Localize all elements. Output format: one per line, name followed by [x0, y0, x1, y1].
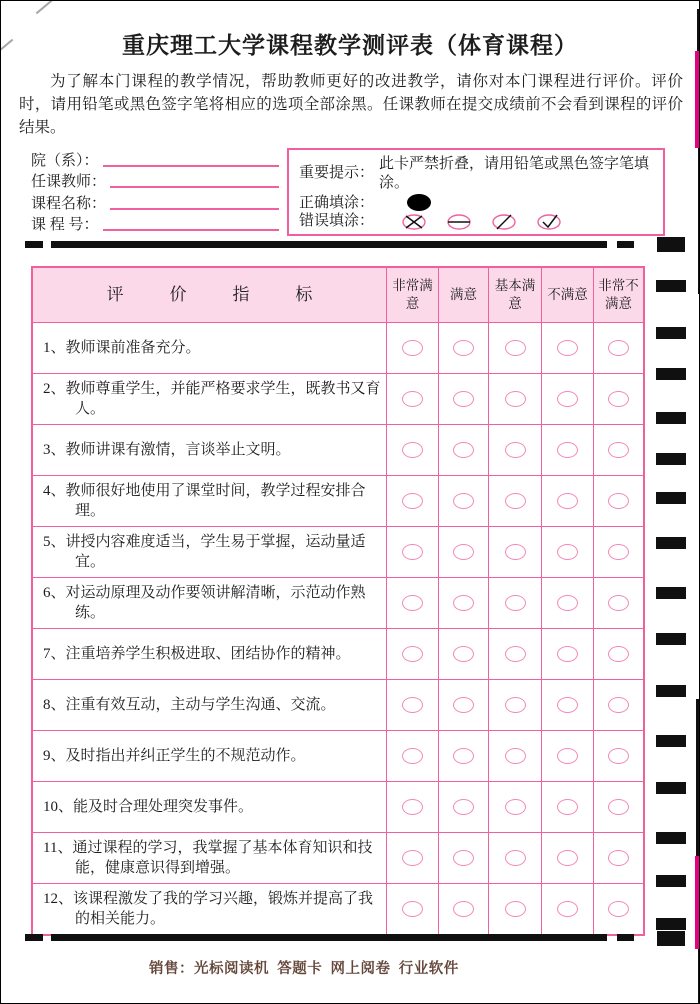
option-bubble[interactable] — [608, 391, 629, 407]
option-bubble[interactable] — [557, 493, 578, 509]
option-cell — [488, 629, 541, 679]
wrong-fill-dash-icon — [446, 213, 472, 231]
option-cell — [488, 884, 541, 934]
criteria-text: 6、对运动原理及动作要领讲解清晰，示范动作熟练。 — [43, 584, 366, 621]
wrong-fill-examples — [401, 213, 562, 231]
table-row — [33, 322, 643, 373]
option-bubble[interactable] — [453, 544, 474, 560]
option-bubble[interactable] — [453, 850, 474, 866]
criteria-text: 11、通过课程的学习，我掌握了基本体育知识和技能，健康意识得到增强。 — [43, 839, 373, 876]
table-header-row — [33, 268, 643, 322]
edge-line — [697, 9, 699, 51]
option-cell — [488, 374, 541, 424]
timing-mark — [656, 633, 686, 645]
option-cell — [541, 782, 593, 832]
table-row — [33, 679, 643, 730]
criteria-cell — [33, 782, 386, 832]
option-cell — [438, 323, 488, 373]
option-bubble[interactable] — [402, 442, 423, 458]
option-header: 满意 — [438, 268, 488, 322]
option-cell — [386, 476, 438, 526]
option-cell — [593, 680, 643, 730]
form-field-row — [31, 213, 283, 235]
intro-paragraph: 为了解本门课程的教学情况，帮助教师更好的改进教学，请你对本门课程进行评价。评价时，请用铅笔或黑色签字笔将相应的选项全部涂黑。任课教师在提交成绩前不会看到课程的评价结果。 — [19, 73, 683, 136]
timing-mark — [656, 412, 686, 424]
option-cell — [386, 782, 438, 832]
option-bubble[interactable] — [608, 493, 629, 509]
option-cell — [386, 884, 438, 934]
option-cell — [386, 374, 438, 424]
option-bubble[interactable] — [608, 799, 629, 815]
edge-stripe-magenta — [695, 51, 700, 148]
option-cell — [438, 425, 488, 475]
table-row — [33, 781, 643, 832]
criteria-text: 2、教师尊重学生，并能严格要求学生，既教书又育人。 — [43, 380, 381, 417]
option-cell — [541, 476, 593, 526]
timing-mark — [657, 237, 685, 252]
timing-mark — [656, 832, 686, 844]
evaluation-table — [31, 266, 645, 936]
option-cell — [386, 578, 438, 628]
table-row — [33, 526, 643, 577]
sync-bar-dash — [25, 934, 43, 941]
criteria-cell — [33, 578, 386, 628]
option-cell — [438, 833, 488, 883]
option-cell — [488, 782, 541, 832]
option-bubble[interactable] — [402, 493, 423, 509]
sync-bar-dash — [617, 934, 634, 941]
option-cell — [593, 782, 643, 832]
option-cell — [593, 578, 643, 628]
timing-mark — [656, 453, 686, 465]
option-cell — [541, 680, 593, 730]
sync-bar-long — [51, 241, 607, 248]
criteria-cell — [33, 527, 386, 577]
criteria-cell — [33, 476, 386, 526]
option-bubble[interactable] — [557, 544, 578, 560]
option-bubble[interactable] — [505, 595, 526, 611]
option-bubble[interactable] — [505, 493, 526, 509]
sync-bar-dash — [617, 241, 634, 248]
form-field-row — [31, 191, 283, 213]
option-bubble[interactable] — [505, 697, 526, 713]
criteria-header: 评 价 指 标 — [106, 284, 327, 304]
option-cell — [488, 527, 541, 577]
notice-box — [287, 148, 665, 236]
option-cell — [488, 425, 541, 475]
page-title: 重庆理工大学课程教学测评表（体育课程） — [122, 33, 578, 58]
option-bubble[interactable] — [453, 442, 474, 458]
correct-fill-label: 正确填涂： — [299, 194, 375, 211]
option-cell — [386, 731, 438, 781]
option-bubble[interactable] — [557, 646, 578, 662]
option-cell — [438, 731, 488, 781]
corner-crop-mark — [36, 0, 53, 14]
option-bubble[interactable] — [402, 901, 423, 917]
criteria-text: 1、教师课前准备充分。 — [43, 339, 201, 356]
option-bubble[interactable] — [453, 595, 474, 611]
option-cell — [438, 884, 488, 934]
option-bubble[interactable] — [402, 697, 423, 713]
criteria-text: 4、教师很好地使用了课堂时间，教学过程安排合理。 — [43, 482, 366, 519]
option-bubble[interactable] — [608, 646, 629, 662]
criteria-text: 10、能及时合理处理突发事件。 — [43, 798, 254, 815]
form-fields — [31, 148, 283, 234]
criteria-text: 3、教师讲课有激情，言谈举止文明。 — [43, 441, 291, 458]
option-bubble[interactable] — [453, 901, 474, 917]
option-cell — [386, 629, 438, 679]
criteria-cell — [33, 374, 386, 424]
form-field-row — [31, 170, 283, 192]
option-header: 非常不满意 — [593, 268, 643, 322]
option-bubble[interactable] — [608, 748, 629, 764]
timing-mark — [656, 782, 686, 794]
option-bubble[interactable] — [608, 544, 629, 560]
option-cell — [438, 629, 488, 679]
option-bubble[interactable] — [402, 799, 423, 815]
option-bubble[interactable] — [608, 901, 629, 917]
option-cell — [488, 476, 541, 526]
option-bubble[interactable] — [557, 391, 578, 407]
option-bubble[interactable] — [453, 340, 474, 356]
option-bubble[interactable] — [557, 442, 578, 458]
criteria-cell — [33, 833, 386, 883]
option-cell — [593, 323, 643, 373]
timing-mark — [656, 875, 686, 887]
criteria-text: 7、注重培养学生积极进取、团结协作的精神。 — [43, 645, 351, 662]
option-cell — [541, 884, 593, 934]
sync-bar-dash — [25, 241, 43, 248]
option-cell — [438, 680, 488, 730]
option-cell — [438, 374, 488, 424]
option-bubble[interactable] — [608, 697, 629, 713]
criteria-cell — [33, 884, 386, 934]
field-write-line[interactable] — [103, 165, 279, 167]
option-cell — [386, 527, 438, 577]
option-cell — [593, 374, 643, 424]
field-write-line[interactable] — [103, 229, 279, 231]
form-field-row — [31, 148, 283, 170]
option-header: 基本满意 — [488, 268, 541, 322]
option-cell — [541, 425, 593, 475]
table-row — [33, 883, 643, 934]
option-cell — [438, 476, 488, 526]
option-bubble[interactable] — [505, 748, 526, 764]
option-bubble[interactable] — [608, 442, 629, 458]
option-bubble[interactable] — [557, 340, 578, 356]
option-bubble[interactable] — [402, 340, 423, 356]
option-bubble[interactable] — [505, 850, 526, 866]
option-bubble[interactable] — [402, 646, 423, 662]
table-row — [33, 373, 643, 424]
option-cell — [386, 833, 438, 883]
option-bubble[interactable] — [557, 799, 578, 815]
option-bubble[interactable] — [402, 544, 423, 560]
option-bubble[interactable] — [505, 646, 526, 662]
option-cell — [541, 629, 593, 679]
option-bubble[interactable] — [402, 748, 423, 764]
timing-mark — [656, 368, 686, 380]
option-cell — [593, 527, 643, 577]
timing-mark — [656, 492, 686, 504]
option-bubble[interactable] — [402, 391, 423, 407]
option-bubble[interactable] — [453, 748, 474, 764]
notice-title-label: 重要提示： — [299, 165, 375, 182]
table-row — [33, 577, 643, 628]
timing-mark — [656, 327, 686, 339]
option-bubble[interactable] — [557, 595, 578, 611]
field-write-line[interactable] — [110, 208, 279, 210]
criteria-cell — [33, 323, 386, 373]
table-row — [33, 730, 643, 781]
wrong-fill-check-icon — [536, 213, 562, 231]
option-cell — [541, 323, 593, 373]
timing-mark — [656, 587, 686, 599]
option-bubble[interactable] — [505, 442, 526, 458]
option-bubble[interactable] — [557, 901, 578, 917]
option-bubble[interactable] — [402, 595, 423, 611]
option-bubble[interactable] — [505, 391, 526, 407]
table-row — [33, 832, 643, 883]
option-cell — [541, 374, 593, 424]
option-cell — [488, 680, 541, 730]
timing-mark — [656, 735, 686, 747]
option-header: 不满意 — [541, 268, 593, 322]
notice-text: 此卡严禁折叠，请用铅笔或黑色签字笔填涂。 — [379, 156, 650, 191]
option-cell — [593, 425, 643, 475]
option-bubble[interactable] — [505, 340, 526, 356]
option-cell — [438, 782, 488, 832]
criteria-cell — [33, 629, 386, 679]
option-cell — [593, 731, 643, 781]
table-row — [33, 475, 643, 526]
option-bubble[interactable] — [557, 697, 578, 713]
option-bubble[interactable] — [505, 544, 526, 560]
edge-stripe-magenta — [695, 856, 700, 949]
option-bubble[interactable] — [453, 493, 474, 509]
timing-mark — [657, 931, 685, 946]
option-cell — [541, 527, 593, 577]
option-bubble[interactable] — [453, 799, 474, 815]
option-cell — [541, 833, 593, 883]
field-label: 院（系）： — [31, 152, 99, 169]
edge-line — [696, 699, 700, 856]
option-cell — [386, 323, 438, 373]
option-bubble[interactable] — [505, 799, 526, 815]
timing-mark — [656, 280, 686, 292]
option-cell — [386, 425, 438, 475]
option-cell — [541, 578, 593, 628]
option-cell — [593, 884, 643, 934]
field-write-line[interactable] — [110, 186, 279, 188]
option-cell — [488, 731, 541, 781]
field-label: 课程名称： — [31, 195, 107, 212]
wrong-fill-label: 错误填涂： — [299, 213, 375, 230]
criteria-cell — [33, 425, 386, 475]
option-bubble[interactable] — [608, 340, 629, 356]
option-cell — [593, 476, 643, 526]
option-bubble[interactable] — [453, 697, 474, 713]
field-label: 任课教师： — [31, 174, 107, 190]
timing-mark — [656, 537, 686, 549]
timing-mark — [656, 918, 686, 930]
table-row — [33, 424, 643, 475]
option-cell — [386, 680, 438, 730]
option-cell — [593, 629, 643, 679]
wrong-fill-slash-icon — [491, 213, 517, 231]
table-row — [33, 628, 643, 679]
option-bubble[interactable] — [608, 850, 629, 866]
option-bubble[interactable] — [453, 391, 474, 407]
option-bubble[interactable] — [402, 850, 423, 866]
option-header: 非常满意 — [386, 268, 438, 322]
criteria-cell — [33, 731, 386, 781]
option-bubble[interactable] — [608, 595, 629, 611]
option-cell — [438, 527, 488, 577]
option-bubble[interactable] — [453, 646, 474, 662]
wrong-fill-cross-icon — [401, 213, 427, 231]
criteria-text: 5、讲授内容难度适当，学生易于掌握，运动量适宜。 — [43, 533, 366, 570]
option-bubble[interactable] — [557, 850, 578, 866]
option-cell — [593, 833, 643, 883]
option-cell — [488, 578, 541, 628]
criteria-text: 12、该课程激发了我的学习兴趣，锻炼并提高了我的相关能力。 — [43, 890, 374, 927]
sync-bar-long — [51, 934, 607, 941]
correct-fill-example-icon — [407, 194, 431, 211]
criteria-cell — [33, 680, 386, 730]
criteria-text: 9、及时指出并纠正学生的不规范动作。 — [43, 747, 306, 764]
option-bubble[interactable] — [505, 901, 526, 917]
option-cell — [488, 323, 541, 373]
timing-mark — [656, 685, 686, 697]
option-cell — [438, 578, 488, 628]
option-cell — [541, 731, 593, 781]
option-cell — [488, 833, 541, 883]
option-bubble[interactable] — [557, 748, 578, 764]
criteria-text: 8、注重有效互动，主动与学生沟通、交流。 — [43, 696, 336, 713]
vendor-footer-text: 销售：光标阅读机 答题卡 网上阅卷 行业软件 — [149, 961, 459, 977]
field-label: 课 程 号： — [31, 217, 99, 233]
